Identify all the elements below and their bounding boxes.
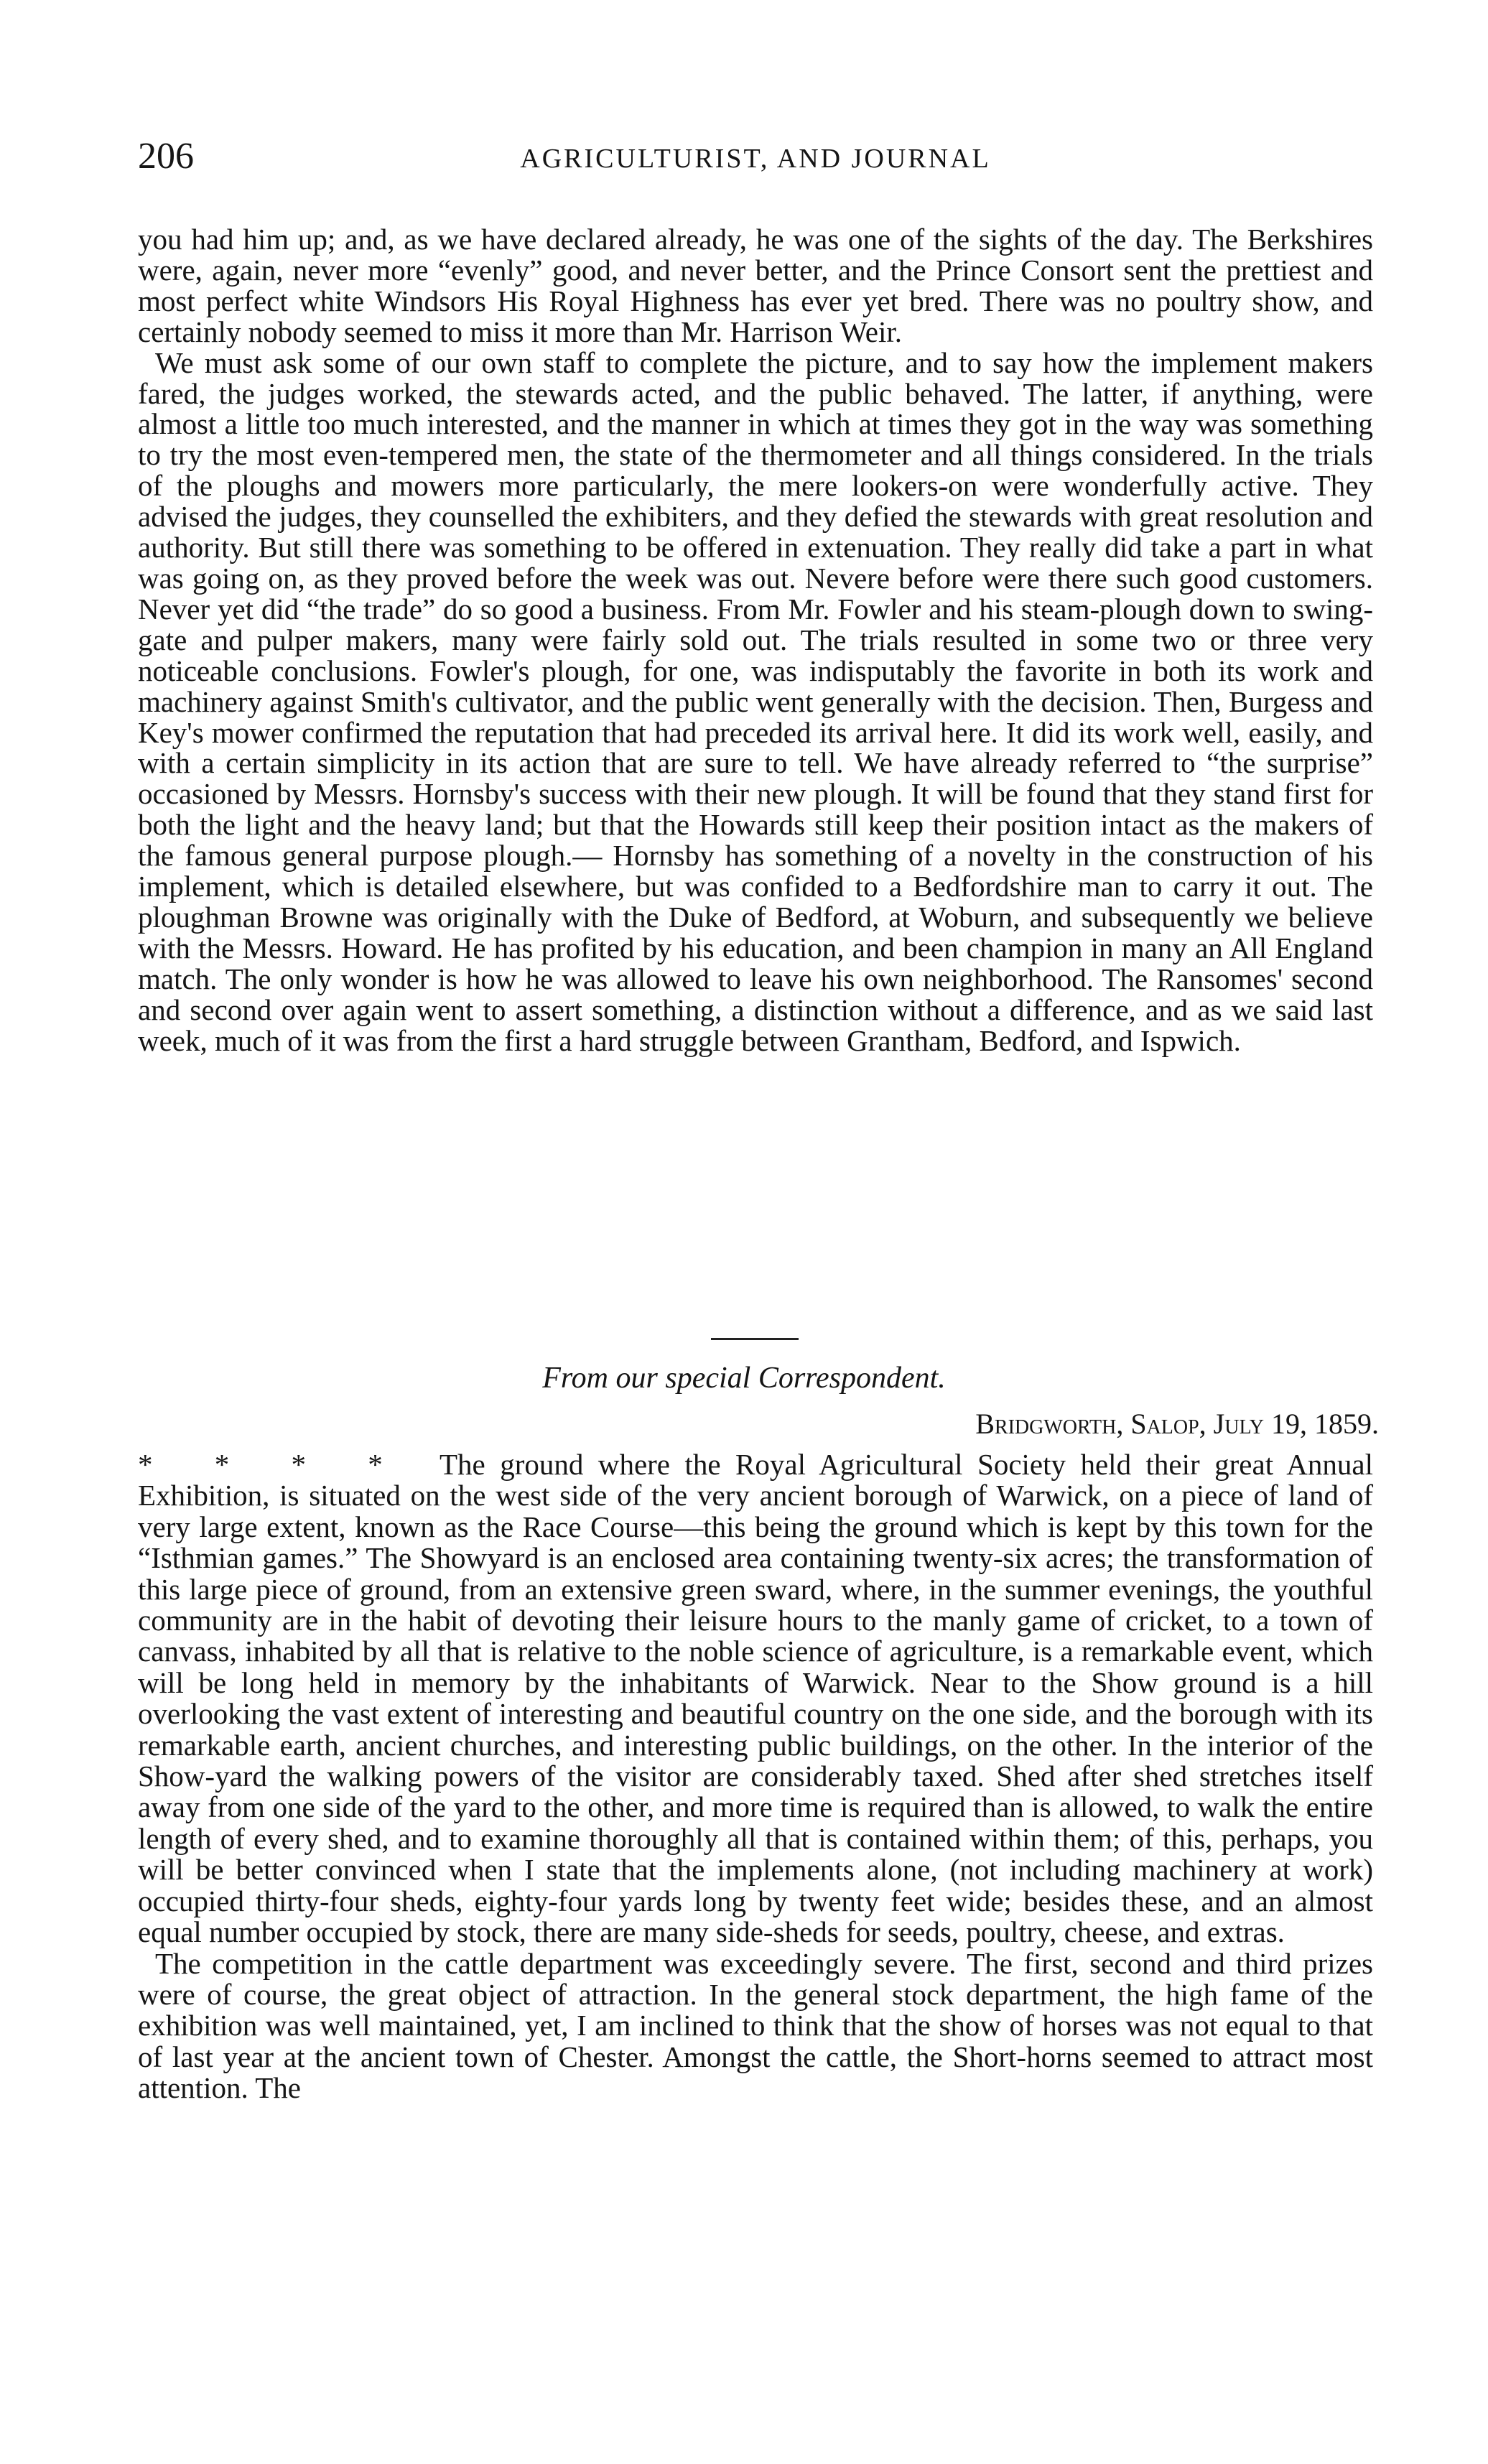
paragraph: The competition in the cattle department was exceedingly severe. The first, second and third prizes were of course, the great object of attraction. In the general stock department, the high fame of the exhibition was well maintained, yet, I am inclined to think that the show of horses was not equal to that of last year at the ancient town of Chester. Amongst the cattle, the Short-horns seemed to attract most attention. The xyxy=(138,1946,1373,2105)
section-divider xyxy=(711,1338,799,1340)
paragraph xyxy=(138,1449,1373,1948)
page-number: 206 xyxy=(138,136,194,177)
asterisks: * * * * xyxy=(138,1448,410,1481)
article-top xyxy=(138,224,1373,1056)
section-heading: From our special Correspondent. xyxy=(542,1362,946,1395)
running-title: AGRICULTURIST, AND JOURNAL xyxy=(520,144,991,174)
paragraph: you had him up; and, as we have declared already, he was one of the sights of the day. The Berkshires were, again, never more “evenly” good, and never better, and the Prince Consort sent the prettiest and most perfect white Windsors His Royal Highness has ever yet bred. There was no poultry show, and certainly nobody seemed to miss it more than Mr. Harrison Weir. xyxy=(138,223,1373,348)
article-bottom xyxy=(138,1449,1373,2104)
paragraph-text: The ground where the Royal Agricultural Society held their great Annual Exhibition, is situated on the west side of the very ancient borough of Warwick, on a piece of land of very large extent, known as the Race Course—this being the ground which is kept by this town for the “Isthmian games.” The Showyard is an enclosed area containing twenty-six acres; the transformation of this large piece of ground, from an extensive green sward, where, in the summer evenings, the youthful community are in the habit of devoting their leisure hours to the manly game of cricket, to a town of canvass, inhabited by all that is relative to the noble science of agriculture, is a remarkable event, which will be long held in memory by the inhabitants of Warwick. Near to the Show ground is a hill overlooking the vast extent of interesting and beautiful country on the one side, and the borough with its remarkable earth, ancient churches, and interesting public buildings, on the other. In the interior of the Show-yard the walking powers of the visitor are considerably taxed. Shed after shed stretches itself away from one side of the yard to the other, and more time is required than is allowed, to walk the entire length of every shed, and to examine thoroughly all that is contained within them; of this, perhaps, you will be better convinced when I state that the implements alone, (not including machinery at work) occupied thirty-four sheds, eighty-four yards long by twenty feet wide; besides these, and an almost equal number occupied by stock, there are many side-sheds for seeds, poultry, cheese, and extras. xyxy=(138,1448,1373,1949)
page-header xyxy=(138,135,1373,185)
dateline: Bridgworth, Salop, July 19, 1859. xyxy=(975,1408,1379,1440)
paragraph: We must ask some of our own staff to complete the picture, and to say how the implement makers fared, the judges worked, the stewards acted, and the public behaved. The latter, if anything, were almost a little too much interested, and the manner in which at times they got in the way was something to try the most even-tempered men, the state of the thermometer and all things considered. In the trials of the ploughs and mowers more particularly, the mere lookers-on were wonderfully active. They advised the judges, they counselled the exhibiters, and they defied the stewards with great resolution and authority. But still there was something to be offered in extenuation. They really did take a part in what was going on, as they proved before the week was out. Nevere before were there such good customers. Never yet did “the trade” do so good a business. From Mr. Fowler and his steam-plough down to swing-gate and pulper makers, many were fairly sold out. The trials resulted in some two or three very noticeable conclusions. Fowler's plough, for one, was indisputably the favorite in both its work and machinery against Smith's cultivator, and the public went generally with the decision. Then, Burgess and Key's mower confirmed the reputation that had preceded its arrival here. It did its work well, easily, and with a certain simplicity in its action that are sure to tell. We have already referred to “the surprise” occasioned by Messrs. Hornsby's success with their new plough. It will be found that they stand first for both the light and the heavy land; but that the Howards still keep their position intact as the makers of the famous general purpose plough.— Hornsby has something of a novelty in the construction of his implement, which is detailed elsewhere, but was confided to a Bedfordshire man to carry it out. The ploughman Browne was originally with the Duke of Bedford, at Woburn, and subsequently we believe with the Messrs. Howard. He has profited by his education, and been champion in many an All England match. The only wonder is how he was allowed to leave his own neighborhood. The Ransomes' second and second over again went to assert something, a distinction without a difference, and as we said last week, much of it was from the first a hard struggle between Grantham, Bedford, and Ispwich. xyxy=(138,345,1373,1057)
